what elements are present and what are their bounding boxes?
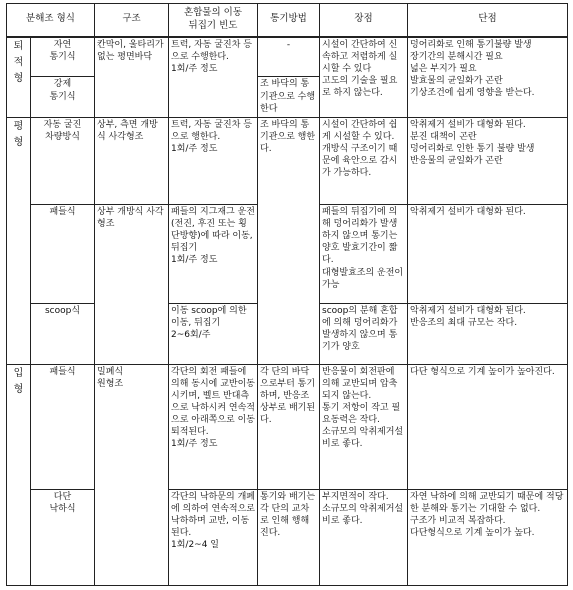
type-multi-stage: 다단 낙하식 [31,489,95,585]
table-row [7,364,568,489]
structure-pile: 칸막이, 울타리가 없는 평면바닥 [95,37,169,118]
frequency-scoop: 이동 scoop에 의한 이동, 뒤집기 2~6회/주 [169,303,258,364]
header-row [7,4,568,37]
pros-paddle-flat: 패들의 뒤집기에 의해 덩어리화가 발생하지 않으며 통기는 양호 발효기간이 짧다. 대형발효조의 운전이 가능 [320,204,408,303]
pros-scoop: scoop의 분해 혼합에 의해 덩어리화가 발생하지 않으며 통기가 양호 [320,303,408,364]
type-paddle-vertical: 패들식 [31,364,95,489]
pros-pile: 시설이 간단하여 신속하고 저렴하게 실시할 수 있다 고도의 기술을 필요로 하지 않는다. [320,37,408,118]
frequency-auto-tunnel: 트럭, 자동 굴진차 등으로 행한다. 1회/주 정도 [169,117,258,204]
header-cons: 단점 [408,4,568,37]
header-pros: 장점 [320,4,408,37]
group-label-pile: 퇴적형 [7,37,31,118]
pros-multi-stage: 부지면적이 작다. 소규모의 악취제거설비로 좋다. [320,489,408,585]
group-label-vertical: 입형 [7,364,31,585]
type-forced-aeration: 강제 통기식 [31,77,95,117]
structure-auto-tunnel: 상부, 측면 개방식 사각형조 [95,117,169,204]
aeration-flat: 조 바닥의 통기관으로 행한다. [258,117,320,364]
cons-auto-tunnel: 악취제거 설비가 대형화 된다. 분진 대책이 곤란 덩어리화로 인한 통기 불량 발생 반응물의 균일화가 곤란 [408,117,568,204]
type-paddle-flat: 패들식 [31,204,95,303]
frequency-paddle-vertical: 각단의 회전 패들에 의해 동시에 교반이동시키며, 벨트 반대측으로 낙하시켜 연속적으로 아래쪽으로 이동 퇴적된다. 1회/주 정도 [169,364,258,489]
header-aeration: 통기방법 [258,4,320,37]
aeration-natural: - [258,37,320,77]
structure-vertical: 밀폐식 원형조 [95,364,169,585]
cons-scoop: 악취제거 설비가 대형화 된다. 반응조의 최대 규모는 작다. [408,303,568,364]
table-row [7,489,568,585]
header-frequency: 혼합물의 이동 뒤집기 빈도 [169,4,258,37]
cons-pile: 덩어리화로 인해 통기불량 발생 장기간의 분해시간 필요 넓은 부지가 필요 발효물의 균일화가 곤란 기상조건에 쉽게 영향을 받는다. [408,37,568,118]
table-row [7,117,568,204]
type-natural-aeration: 자연 통기식 [31,37,95,77]
type-auto-tunnel: 자동 굴진 차량방식 [31,117,95,204]
composting-reactor-table [6,3,568,586]
header-structure: 구조 [95,4,169,37]
pros-auto-tunnel: 시설이 간단하여 쉽게 시설할 수 있다. 개방식 구조이기 때문에 육안으로 감시가 가능하다. [320,117,408,204]
frequency-pile: 트럭, 자동 굴진차 등으로 수행한다. 1회/주 정도 [169,37,258,118]
group-label-flat: 평형 [7,117,31,364]
cons-paddle-flat: 악취제거 설비가 대형화 된다. [408,204,568,303]
frequency-multi-stage: 각단의 낙하문의 개폐에 의하여 연속적으로 낙하하며 교반, 이동된다. 1회/2~4 일 [169,489,258,585]
aeration-forced: 조 바닥의 통기관으로 수행한다 [258,77,320,117]
header-type: 분해조 형식 [7,4,95,37]
cons-multi-stage: 자연 낙하에 의해 교반되기 때문에 적당한 분해와 통기는 기대할 수 없다. 구조가 비교적 복잡하다. 다단형식으로 기계 높이가 높다. [408,489,568,585]
frequency-paddle-flat: 패들의 지그재그 운전(전진, 후진 또는 횡단방향)에 따라 이동, 뒤집기 1회/주 정도 [169,204,258,303]
cons-paddle-vertical: 다단 형식으로 기계 높이가 높아진다. [408,364,568,489]
structure-flat: 상부 개방식 사각형조 [95,204,169,364]
aeration-paddle-vertical: 각 단의 바닥으로부터 통기하며, 반응조 상부로 배기된다. [258,364,320,489]
type-scoop: scoop식 [31,303,95,364]
pros-paddle-vertical: 반응물이 회전판에 의해 교반되며 압축되지 않는다. 통기 저항이 작고 필요동력은 작다. 소규모의 악취제거설비로 좋다. [320,364,408,489]
aeration-multi-stage: 통기와 배기는 각 단의 교차로 인해 행해 진다. [258,489,320,585]
table-row [7,37,568,77]
